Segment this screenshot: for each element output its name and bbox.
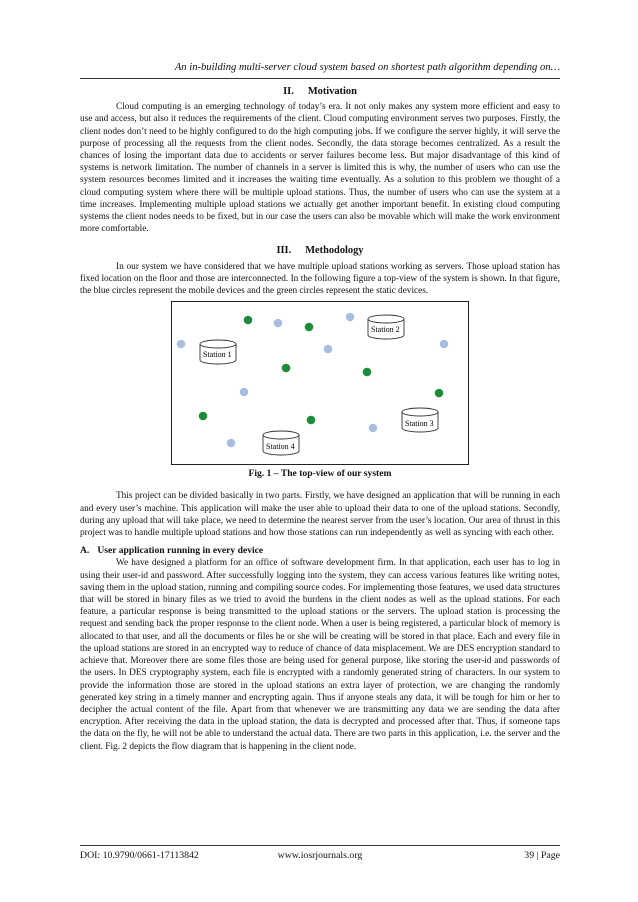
station-4-label: Station 4 [266,442,295,452]
static-device-dot [435,389,444,398]
figure-top-view [171,301,469,465]
static-device-dot [307,416,316,425]
station-2-cylinder [368,315,404,339]
section-title: Methodology [305,245,364,257]
mobile-device-dot [240,388,249,397]
mobile-device-dot [440,340,449,349]
mobile-device-dot [346,313,355,322]
station-3-cylinder [402,408,438,432]
footer-doi: DOI: 10.9790/0661-17113842 [80,850,199,861]
station-2-label: Station 2 [371,325,400,335]
mobile-device-dot [274,319,283,328]
station-3-label: Station 3 [405,419,434,429]
subsection-label: A. [80,545,90,557]
mobile-device-dot [324,345,333,354]
methodology-paragraph-2: This project can be divided basically in two parts. Firstly, we have designed an application that will be running in each and every user’s machine. This application will make the user able to upload their data to one of the upload stations. Secondly, during any upload that will take place, we need to determine the nearest server from the user’s location. Our area of thrust in this project was to handle multiple upload stations and how those stations can run independently as well as syncing with each other. [80,491,560,539]
motivation-paragraph: Cloud computing is an emerging technology of today’s era. It not only makes any system more efficient and easy to use and access, but also it reduces the requirements of the client. Cloud computing environment serves two purposes. Firstly, the client nodes don’t need to be highly configured to do the high computing jobs. If we configure the server highly, it will serve the purpose of processing all the requests from the client nodes. Secondly, the data storage becomes centralized. As a result the chances of losing the important data due to accidents or server failures become less. But major disadvantage of this kind of systems is network limitation. The number of channels in a server is limited this is why, the number of users who can use the system resources becomes limited and it increases the waiting time eventually. As a solution to this problem we thought of a cloud computing system where there will be multiple upload stations. Thus, the number of users who can use the system at a time increases. Implementing multiple upload stations we actually get another important benefit. In existing cloud computing systems the client nodes needs to be fixed, but in our case the users can also be movable which will make the work environment more comfortable. [80,102,560,235]
topology-diagram [172,302,468,464]
static-device-dot [363,368,372,377]
subsection-paragraph: We have designed a platform for an office of software development firm. In that application, each user has to log in using their user-id and password. After successfully logging into the system, they can access various features like writing notes, saving them in the upload station, running and compiling source codes. For implementing those features, we used data structures that will be stored in binary files as we tried to avoid the burdens in the client nodes as well as the upload stations. For each feature, a particular response is being transmitted to the upload stations or the servers. The upload station is processing the request and sending back the proper response to the client node. When a user is being registered, a particular block of memory is allocated to that user, and all the documents or files he or she will be creating will be stored in that place. Each and every file in the upload stations are stored in an encrypted way to reduce of chance of data misplacement. We are DES encryption standard to achieve that. Moreover there are some files those are being used for general purpose, like storing the user-id and passwords of the users. In DES cryptography system, each file is encrypted with a randomly generated string of characters. In our system to provide the information those are stored in the upload stations an extra layer of protection, we are changing the randomly generated key string in a timely manner and encrypting again. Thus if anyone steals any data, it will be tough for him or her to decipher the actual content of the file. Apart from that whenever we are transmitting any data we are sending the data after encryption. After receiving the data in the upload station, the data is decrypted and processed after that. Thus, if someone taps the data on the fly, he will not be able to understand the actual data. There are two parts in this application, i.e. the server and the client. Fig. 2 depicts the flow diagram that is happening in the client node. [80,558,560,752]
section-title: Motivation [307,86,357,97]
footer-rule [80,845,560,846]
mobile-device-dot [227,439,236,448]
section-number: III. [276,245,292,257]
mobile-device-dot [369,424,378,433]
header-rule [80,78,560,79]
page-body [80,86,560,753]
station-1-cylinder [200,340,236,364]
static-device-dot [244,316,253,325]
footer-page-number: 39 | Page [524,850,560,861]
station-4-cylinder [263,431,299,455]
figure-caption: Fig. 1 – The top-view of our system [248,468,392,480]
running-head: An in-building multi-server cloud system based on shortest path algorithm depending on… [174,62,560,73]
static-device-dot [282,364,291,373]
mobile-device-dot [177,340,186,349]
static-device-dot [199,412,208,421]
station-1-label: Station 1 [203,350,232,360]
static-device-dot [305,323,314,332]
subsection-title: User application running in every device [97,545,264,557]
section-heading-motivation [80,86,560,98]
footer-site: www.iosrjournals.org [277,850,363,861]
subsection-heading [80,545,560,557]
section-number: II. [283,86,294,97]
methodology-paragraph-1: In our system we have considered that we have multiple upload stations working as servers. Those upload station has fixed location on the floor and those are interconnected. In the following figure a top-view of the system is shown. In that figure, the blue circles represent the mobile devices and the green circles represent the static devices. [80,261,560,297]
section-heading-methodology [80,245,560,257]
